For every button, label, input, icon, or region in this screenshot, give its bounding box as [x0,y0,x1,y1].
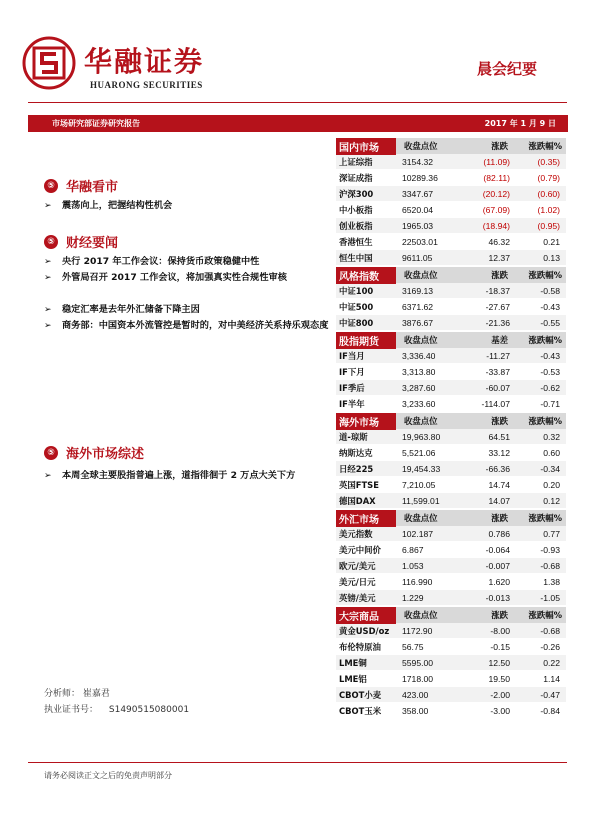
row-label: 纳斯达克 [339,447,373,458]
section-header-overseas-market [44,443,144,462]
change-value: -3.00 [490,705,510,716]
row-label: 美元指数 [339,528,373,539]
change-value: 19.50 [488,673,510,684]
col-header: 收盘点位 [404,141,438,151]
bullet-item: ➢ 震荡向上，把握结构性机会 [44,198,334,214]
table-row [336,396,566,412]
change-value: -0.064 [485,544,510,555]
row-label: 中证500 [339,301,374,312]
row-label: IF半年 [339,398,365,409]
change-pct-value: -0.53 [540,366,560,377]
close-value: 3154.32 [402,156,434,167]
change-pct-value: 1.38 [543,576,560,587]
col-header: 涨跌幅% [528,610,562,620]
change-value: 33.12 [488,447,510,458]
section-icon: ⑤ [44,446,58,460]
header-divider [28,102,567,103]
table-header [336,331,566,348]
row-label: 中证800 [339,317,374,328]
close-value: 102.187 [402,528,434,539]
change-value: 64.51 [488,431,510,442]
table-row [336,250,566,266]
row-label: 黄金USD/oz [339,625,390,636]
change-pct-value: 0.60 [543,447,560,458]
table-section [336,137,566,266]
section-header-finance-news [44,232,118,251]
col-header: 涨跌幅% [528,513,562,523]
table-row [336,283,566,299]
col-header: 涨跌幅% [528,141,562,151]
row-label: 日经225 [339,463,374,474]
col-header: 涨跌 [491,610,508,620]
cert-label: 执业证书号： [44,705,99,715]
close-value: 56.75 [402,641,424,652]
table-row [336,590,566,606]
table-row [336,364,566,380]
change-pct-value: 0.32 [543,431,560,442]
change-value: (18.94) [482,220,510,231]
change-pct-value: 0.13 [543,252,560,263]
row-label: 创业板指 [339,220,373,231]
row-label: 沪深300 [339,188,374,199]
table-row [336,671,566,687]
row-label: IF当月 [339,350,365,361]
close-value: 116.990 [402,576,433,587]
change-value: -66.36 [485,463,510,474]
analyst-name [44,686,110,699]
row-label: IF季后 [339,382,365,393]
table-row [336,154,566,170]
close-value: 5,521.06 [402,447,436,458]
bullet-item: ➢ 外管局召开 2017 工作会议，将加强真实性合规性审核 [44,270,334,286]
change-pct-value: (1.02) [537,204,560,215]
change-value: -8.00 [490,625,510,636]
table-section [336,412,566,509]
close-value: 9611.05 [402,252,433,263]
col-header: 收盘点位 [404,610,438,620]
change-pct-value: -0.68 [540,560,560,571]
table-header [336,412,566,429]
change-value: -11.27 [486,350,510,361]
col-header: 基差 [491,335,508,345]
close-value: 10289.36 [402,172,438,183]
row-label: 布伦特原油 [339,641,381,652]
table-header [336,606,566,623]
change-value: -114.07 [481,398,510,409]
close-value: 6371.62 [402,301,434,312]
change-pct-value: -0.58 [540,285,560,296]
table-row [336,299,566,315]
row-label: 中证100 [339,285,374,296]
col-header: 涨跌幅% [528,416,562,426]
row-label: CBOT小麦 [339,689,382,700]
bullet-item: ➢ 稳定汇率是去年外汇储备下降主因 [44,302,334,318]
change-pct-value: 0.21 [543,236,560,247]
table-row [336,170,566,186]
change-pct-value: -0.62 [540,382,560,393]
table-section [336,606,566,719]
report-type-title: 晨会纪要 [476,60,537,78]
close-value: 19,454.33 [402,463,441,474]
table-row [336,380,566,396]
change-pct-value: -0.55 [540,317,560,328]
analyst-cert [44,702,189,715]
table-header [336,509,566,526]
table-row [336,703,566,719]
close-value: 1965.03 [402,220,434,231]
close-value: 423.00 [402,689,429,700]
change-pct-value: -0.68 [540,625,560,636]
report-banner [28,115,568,132]
row-label: LME铝 [339,673,367,684]
close-value: 1172.90 [402,625,433,636]
change-pct-value: -0.26 [540,641,560,652]
change-value: 14.07 [488,495,510,506]
change-value: 12.50 [488,657,510,668]
close-value: 3,336.40 [402,350,436,361]
table-row [336,493,566,509]
table-row [336,687,566,703]
table-row [336,348,566,364]
col-header: 涨跌 [491,270,508,280]
change-pct-value: -0.47 [540,689,560,700]
section-title: 华融看市 [66,180,119,195]
close-value: 3,313.80 [402,366,436,377]
row-label: 道-琼斯 [339,431,368,442]
huarong-logo-icon [22,36,76,90]
change-value: 46.32 [488,236,510,247]
change-value: -0.007 [485,560,510,571]
close-value: 1.229 [402,592,424,603]
table-row [336,445,566,461]
change-value: -0.15 [490,641,510,652]
table-section [336,509,566,606]
col-header: 收盘点位 [404,513,438,523]
close-value: 3169.13 [402,285,434,296]
table-row [336,218,566,234]
section-icon: ⑤ [44,179,58,193]
table-row [336,574,566,590]
cert-value: S1490515080001 [108,705,190,715]
row-label: LME铜 [339,657,367,668]
change-value: -33.87 [485,366,510,377]
change-pct-value: (0.60) [537,188,560,199]
table-row [336,542,566,558]
table-row [336,429,566,445]
analyst-value: 崔嘉君 [82,689,110,699]
row-label: 香港恒生 [339,236,373,247]
col-header: 涨跌幅% [528,270,562,280]
close-value: 6520.04 [402,204,434,215]
table-row [336,639,566,655]
market-data-panel [336,137,566,719]
change-value: -60.07 [485,382,510,393]
brand-name-en: HUARONG SECURITIES [90,80,203,90]
col-header: 收盘点位 [404,270,438,280]
table-header [336,266,566,283]
change-pct-value: -0.43 [540,350,560,361]
row-label: CBOT玉米 [339,705,382,716]
disclaimer-note: 请务必阅读正文之后的免责声明部分 [44,771,172,780]
table-row [336,655,566,671]
table-row [336,315,566,331]
row-label: 英镑/美元 [339,592,376,603]
col-header: 涨跌 [491,141,508,151]
change-value: 0.786 [488,528,510,539]
change-value: -27.67 [485,301,510,312]
table-title: 海外市场 [336,413,396,430]
change-value: 12.37 [488,252,510,263]
close-value: 5595.00 [402,657,434,668]
table-row [336,234,566,250]
close-value: 22503.01 [402,236,438,247]
close-value: 11,599.01 [402,495,440,506]
change-value: 1.620 [488,576,510,587]
close-value: 3,233.60 [402,398,436,409]
col-header: 收盘点位 [404,335,438,345]
row-label: 美元/日元 [339,576,376,587]
close-value: 3347.67 [402,188,434,199]
report-date: 2017 年 1 月 9 日 [484,119,556,128]
table-row [336,477,566,493]
close-value: 1.053 [402,560,424,571]
col-header: 涨跌 [491,513,508,523]
row-label: 欧元/美元 [339,560,376,571]
change-pct-value: 0.22 [543,657,560,668]
row-label: 恒生中国 [339,252,373,263]
change-pct-value: -1.05 [540,592,560,603]
table-row [336,202,566,218]
change-value: (82.11) [483,172,510,183]
table-section [336,331,566,412]
close-value: 3876.67 [402,317,434,328]
bullet-item: ➢ 商务部：中国资本外流管控是暂时的，对中美经济关系持乐观态度 [44,318,334,334]
close-value: 6.867 [402,544,424,555]
table-title: 风格指数 [336,267,396,284]
change-pct-value: -0.93 [540,544,560,555]
close-value: 19,963.80 [402,431,441,442]
change-pct-value: -0.34 [540,463,560,474]
footer-divider [28,762,567,763]
section-title: 海外市场综述 [66,447,145,462]
change-pct-value: 0.20 [543,479,560,490]
close-value: 358.00 [402,705,429,716]
table-header [336,137,566,154]
change-value: -21.36 [485,317,510,328]
change-value: 14.74 [488,479,510,490]
row-label: 英国FTSE [339,479,379,490]
change-value: (67.09) [482,204,510,215]
change-value: (11.09) [483,156,510,167]
change-value: -18.37 [485,285,510,296]
row-label: IF下月 [339,366,365,377]
col-header: 涨跌幅% [528,335,562,345]
close-value: 3,287.60 [402,382,436,393]
change-pct-value: -0.71 [540,398,560,409]
change-value: -0.013 [485,592,510,603]
table-row [336,186,566,202]
row-label: 上证综指 [339,156,373,167]
change-value: -2.00 [490,689,510,700]
table-row [336,526,566,542]
row-label: 中小板指 [339,204,373,215]
section-title: 财经要闻 [66,236,119,251]
change-pct-value: -0.43 [540,301,560,312]
row-label: 深证成指 [339,172,373,183]
change-pct-value: 0.12 [543,495,560,506]
table-title: 股指期货 [336,332,396,349]
col-header: 涨跌 [491,416,508,426]
change-value: (20.12) [482,188,510,199]
table-row [336,558,566,574]
change-pct-value: (0.35) [537,156,560,167]
change-pct-value: (0.79) [537,172,560,183]
table-title: 大宗商品 [336,607,396,624]
table-row [336,461,566,477]
row-label: 德国DAX [339,495,376,506]
table-section [336,266,566,331]
table-title: 外汇市场 [336,510,396,527]
change-pct-value: -0.84 [540,705,560,716]
col-header: 收盘点位 [404,416,438,426]
analyst-label: 分析师： [44,689,81,699]
brand-name-cn: 华融证券 [84,45,205,78]
close-value: 7,210.05 [402,479,436,490]
table-row [336,623,566,639]
close-value: 1718.00 [402,673,434,684]
bullet-item: ➢ 央行 2017 年工作会议：保持货币政策稳健中性 [44,254,334,270]
bullet-item: ➢ 本周全球主要股指普遍上涨，道指徘徊于 2 万点大关下方 [44,468,334,484]
change-pct-value: (0.95) [537,220,560,231]
banner-label: 市场研究部证券研究报告 [52,119,140,128]
table-title: 国内市场 [336,138,396,155]
row-label: 美元中间价 [339,544,381,555]
section-header-market-view [44,176,118,195]
change-pct-value: 0.77 [543,528,560,539]
section-icon: ⑤ [44,235,58,249]
change-pct-value: 1.14 [543,673,560,684]
